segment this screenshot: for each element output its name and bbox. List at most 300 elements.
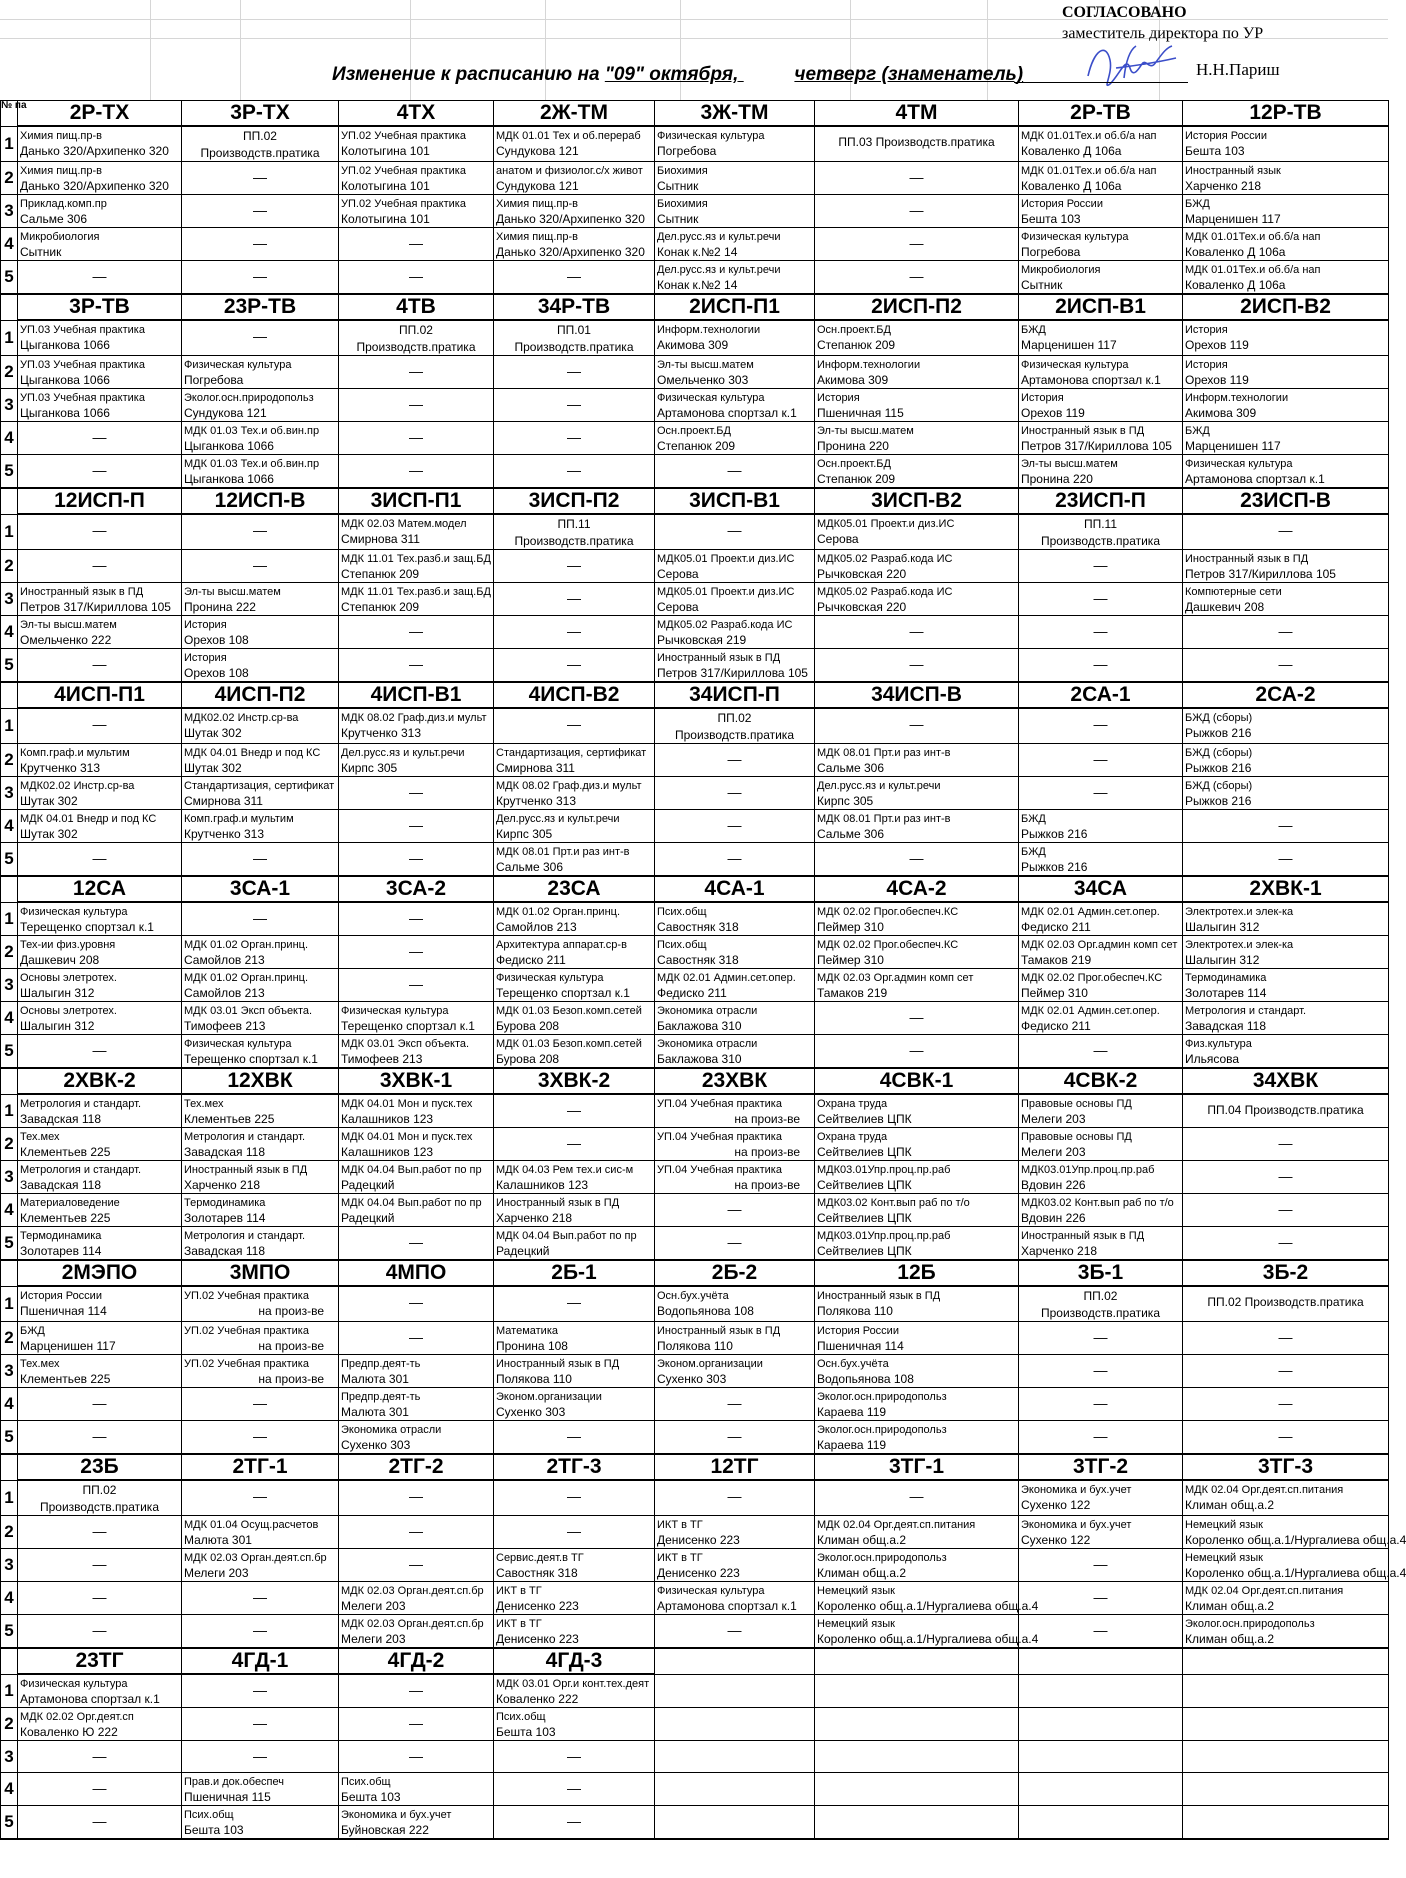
- no-lesson-dash: —: [727, 462, 742, 478]
- lesson-subject: УП.02 Учебная практика: [341, 165, 466, 177]
- lesson-teacher-room: Петров 317/Кириллова 105: [20, 600, 171, 614]
- lesson-cell: [339, 1549, 494, 1582]
- pair-number: 5: [1, 1035, 18, 1069]
- lesson-cell: [655, 1674, 815, 1708]
- lesson-teacher-room: Степанюк 209: [817, 338, 896, 352]
- group-name: 34ХВК: [1183, 1068, 1389, 1094]
- lesson-cell: [1183, 810, 1389, 843]
- lesson-teacher-room: Рычковская 219: [657, 633, 747, 647]
- lesson-teacher-room: Рыжков 216: [1021, 860, 1088, 874]
- lesson-cell: [655, 1615, 815, 1649]
- lesson-cell: [182, 389, 339, 422]
- lesson-subject: ИКТ в ТГ: [496, 1585, 542, 1597]
- lesson-cell: [339, 126, 494, 162]
- lesson-teacher-room: Степанюк 209: [817, 472, 896, 486]
- lesson-cell: [18, 1161, 182, 1194]
- lesson-cell: [182, 1227, 339, 1261]
- pair-row: [1, 1002, 1389, 1035]
- lesson-teacher-room: Буйновская 222: [341, 1823, 429, 1837]
- lesson-cell: [1183, 1516, 1406, 1549]
- lesson-teacher-room: Полякова 110: [496, 1372, 572, 1386]
- lesson-cell: [18, 708, 182, 744]
- lesson-cell: [339, 422, 494, 455]
- pair-row: [1, 195, 1389, 228]
- lesson-teacher-room: Короленко общ.а.1/Нургалиева общ.а.4: [1185, 1566, 1406, 1580]
- lesson-teacher-room: Самойлов 213: [496, 920, 577, 934]
- lesson-cell: [1183, 514, 1389, 550]
- lesson-cell: [339, 389, 494, 422]
- lesson-cell: [1183, 1741, 1389, 1773]
- lesson-teacher-room: Коваленко Ю 222: [20, 1725, 118, 1739]
- lesson-cell: [494, 162, 655, 195]
- lesson-cell: [339, 550, 494, 583]
- no-lesson-dash: —: [253, 1682, 267, 1698]
- lesson-subject: Иностранный язык: [1185, 165, 1281, 177]
- lesson-cell: [339, 1227, 494, 1261]
- lesson-teacher-room: Короленко общ.а.1/Нургалиева общ.а.4: [1185, 1533, 1406, 1547]
- lesson-subject: МДК 02.03 Орг.админ комп сет: [1021, 939, 1178, 951]
- lesson-cell: [815, 1773, 1019, 1806]
- no-lesson-dash: —: [567, 590, 581, 606]
- lesson-teacher-room: Производств.пратика: [39, 1500, 159, 1514]
- lesson-cell: [1183, 455, 1389, 489]
- lesson-cell: [494, 195, 655, 228]
- pair-row: [1, 969, 1389, 1002]
- lesson-cell: [18, 969, 182, 1002]
- lesson-teacher-room: Степанюк 209: [341, 567, 420, 581]
- lesson-cell: [494, 126, 655, 162]
- lesson-cell: [655, 1035, 815, 1069]
- lesson-teacher-room: Сундукова 121: [496, 144, 579, 158]
- lesson-teacher-room: на произ-ве: [734, 1178, 800, 1192]
- lesson-subject: Химия пищ.пр-в: [20, 165, 102, 177]
- lesson-subject: МДК 08.01 Прт.и раз инт-в: [496, 846, 630, 858]
- lesson-teacher-room: Климан общ.а.2: [817, 1566, 907, 1580]
- lesson-cell: [1019, 583, 1183, 616]
- group-header-row: [1, 682, 1389, 708]
- lesson-cell: [494, 320, 655, 356]
- lesson-teacher-room: Производств.пратика: [1040, 534, 1160, 548]
- lesson-cell: [815, 1161, 1019, 1194]
- lesson-cell: [18, 1741, 182, 1773]
- lesson-cell: [1183, 195, 1389, 228]
- lesson-cell: [1183, 969, 1389, 1002]
- lesson-subject: Комп.граф.и мультим: [184, 813, 294, 825]
- lesson-subject: Тех.мех: [20, 1358, 60, 1370]
- group-name: 2СА-2: [1183, 682, 1389, 708]
- lesson-cell: [1019, 1480, 1183, 1516]
- lesson-subject: БЖД: [1021, 846, 1046, 858]
- lesson-cell: [815, 514, 1019, 550]
- lesson-teacher-room: Завадская 118: [1185, 1019, 1266, 1033]
- pair-number-header: [1, 1260, 18, 1286]
- lesson-cell: [494, 616, 655, 649]
- lesson-teacher-room: Орехов 119: [1185, 373, 1249, 387]
- lesson-cell: [494, 902, 655, 936]
- no-lesson-dash: —: [1278, 850, 1293, 866]
- lesson-subject: УП.04 Учебная практика: [657, 1164, 782, 1176]
- pair-row: [1, 1516, 1389, 1549]
- lesson-subject: Физическая культура: [184, 1038, 292, 1050]
- lesson-subject: Экономика отрасли: [341, 1424, 442, 1436]
- lesson-teacher-room: Марценишен 117: [1021, 338, 1117, 352]
- lesson-cell: [655, 1516, 815, 1549]
- lesson-cell: [182, 320, 339, 356]
- no-lesson-dash: —: [409, 462, 423, 478]
- group-name: 2ХВК-2: [18, 1068, 182, 1094]
- no-lesson-dash: —: [567, 1748, 581, 1764]
- lesson-cell: [182, 1286, 339, 1322]
- lesson-cell: [182, 1582, 339, 1615]
- lesson-cell: [339, 969, 494, 1002]
- lesson-teacher-room: на произ-ве: [734, 1112, 800, 1126]
- lesson-cell: [1019, 1128, 1183, 1161]
- lesson-cell: [815, 455, 1019, 489]
- pair-number: 4: [1, 228, 18, 261]
- pair-number: 3: [1, 1161, 18, 1194]
- no-lesson-dash: —: [92, 1395, 107, 1411]
- lesson-cell: [182, 777, 339, 810]
- group-name: 34ИСП-В: [815, 682, 1019, 708]
- lesson-cell: [18, 649, 182, 683]
- lesson-teacher-room: Завадская 118: [184, 1145, 265, 1159]
- lesson-subject: История России: [817, 1325, 899, 1337]
- lesson-subject: Правовые основы ПД: [1021, 1131, 1132, 1143]
- no-lesson-dash: —: [1278, 1135, 1293, 1151]
- group-name: 23ХВК: [655, 1068, 815, 1094]
- lesson-cell: [494, 1773, 655, 1806]
- lesson-teacher-room: Шалыгин 312: [20, 986, 95, 1000]
- lesson-teacher-room: Рыжков 216: [1185, 761, 1252, 775]
- lesson-cell: [655, 1480, 815, 1516]
- no-lesson-dash: —: [253, 557, 267, 573]
- lesson-subject: Метрология и стандарт.: [184, 1131, 305, 1143]
- lesson-cell: [1183, 1615, 1389, 1649]
- lesson-cell: [1183, 1161, 1389, 1194]
- no-lesson-dash: —: [727, 850, 742, 866]
- lesson-teacher-room: Шалыгин 312: [1185, 953, 1260, 967]
- lesson-teacher-room: Федиско 211: [657, 986, 727, 1000]
- lesson-teacher-room: Радецкий: [341, 1178, 395, 1192]
- lesson-subject: История: [1185, 359, 1228, 371]
- lesson-subject: УП.04 Учебная практика: [657, 1131, 782, 1143]
- lesson-teacher-room: Пшеничная 115: [184, 1790, 271, 1804]
- pair-row: [1, 1388, 1389, 1421]
- no-lesson-dash: —: [409, 784, 423, 800]
- group-name: 4ИСП-В1: [339, 682, 494, 708]
- no-lesson-dash: —: [1093, 784, 1108, 800]
- group-name: 3ХВК-2: [494, 1068, 655, 1094]
- no-lesson-dash: —: [1093, 590, 1108, 606]
- lesson-cell: [815, 1615, 1039, 1649]
- group-name: 3ХВК-1: [339, 1068, 494, 1094]
- lesson-subject: Метрология и стандарт.: [184, 1230, 305, 1242]
- lesson-teacher-room: Пеймер 310: [1021, 986, 1088, 1000]
- lesson-teacher-room: Серова: [657, 600, 699, 614]
- lesson-teacher-room: Сытник: [20, 245, 62, 259]
- lesson-subject: МДК 08.02 Граф.диз.и мульт: [496, 780, 642, 792]
- no-lesson-dash: —: [1278, 656, 1293, 672]
- lesson-subject: УП.03 Учебная практика: [20, 392, 145, 404]
- lesson-cell: [494, 1421, 655, 1455]
- lesson-teacher-room: Крутченко 313: [496, 794, 576, 808]
- lesson-teacher-room: Мелеги 203: [1021, 1145, 1086, 1159]
- lesson-cell: [339, 1002, 494, 1035]
- lesson-teacher-room: Шутак 302: [20, 794, 78, 808]
- lesson-subject: УП.03 Учебная практика: [20, 324, 145, 336]
- lesson-cell: [494, 422, 655, 455]
- no-lesson-dash: —: [92, 462, 107, 478]
- lesson-cell: [1183, 1355, 1389, 1388]
- lesson-teacher-room: Сейтвелиев ЦПК: [817, 1244, 912, 1258]
- no-lesson-dash: —: [1093, 1042, 1108, 1058]
- lesson-subject: МДК 01.03 Безоп.комп.сетей: [496, 1038, 642, 1050]
- lesson-cell: [494, 649, 655, 683]
- lesson-cell: [494, 810, 655, 843]
- lesson-subject: МДК 02.03 Орган.деят.сп.бр: [341, 1618, 484, 1630]
- lesson-subject: МДК 02.04 Орг.деят.сп.питания: [817, 1519, 976, 1531]
- group-name: 3ИСП-В1: [655, 488, 815, 514]
- no-lesson-dash: —: [409, 943, 423, 959]
- lesson-cell: [494, 389, 655, 422]
- pair-row: [1, 356, 1389, 389]
- group-name: 4СА-1: [655, 876, 815, 902]
- lesson-subject: Физическая культура: [657, 130, 765, 142]
- lesson-subject: Иностранный язык в ПД: [496, 1358, 620, 1370]
- lesson-cell: [815, 162, 1019, 195]
- lesson-cell: [494, 744, 655, 777]
- lesson-teacher-room: Полякова 110: [817, 1304, 893, 1318]
- lesson-cell: [1019, 1035, 1183, 1069]
- lesson-cell: [182, 126, 339, 162]
- lesson-cell: [1019, 422, 1183, 455]
- no-lesson-dash: —: [1093, 1362, 1108, 1378]
- lesson-cell: [655, 777, 815, 810]
- group-header-row: [1, 488, 1389, 514]
- pair-row: [1, 1421, 1389, 1455]
- group-name: 3Б-1: [1019, 1260, 1183, 1286]
- lesson-teacher-room: Клементьев 225: [20, 1211, 111, 1225]
- lesson-subject: Немецкий язык: [1185, 1519, 1263, 1531]
- lesson-subject: МДК 01.04 Осущ.расчетов: [184, 1519, 319, 1531]
- lesson-subject: МДК02.02 Инстр.ср-ва: [20, 780, 135, 792]
- lesson-cell: [1019, 616, 1183, 649]
- lesson-cell: [182, 1035, 339, 1069]
- approval-heading: СОГЛАСОВАНО: [1062, 4, 1187, 21]
- lesson-subject: Иностранный язык в ПД: [657, 652, 781, 664]
- lesson-cell: [494, 1322, 655, 1355]
- pair-row: [1, 936, 1389, 969]
- group-name: 2ХВК-1: [1183, 876, 1389, 902]
- lesson-cell: [815, 1806, 1019, 1840]
- lesson-cell: [815, 261, 1019, 295]
- lesson-cell: [1019, 126, 1183, 162]
- lesson-subject: МДК03.02 Конт.вып раб по т/о: [817, 1197, 970, 1209]
- lesson-subject: ПП.04 Производств.пратика: [1207, 1103, 1364, 1117]
- lesson-teacher-room: Клементьев 225: [20, 1372, 111, 1386]
- group-header-row: [1, 1648, 1389, 1674]
- lesson-subject: Эколог.осн.природопольз: [1185, 1618, 1315, 1630]
- no-lesson-dash: —: [1278, 1201, 1293, 1217]
- lesson-subject: Эконом.организации: [496, 1391, 602, 1403]
- group-name: [815, 1648, 1019, 1674]
- lesson-cell: [815, 1708, 1019, 1741]
- lesson-cell: [18, 1516, 182, 1549]
- group-name: 23Б: [18, 1454, 182, 1480]
- lesson-subject: Иностранный язык в ПД: [657, 1325, 781, 1337]
- pair-row: [1, 1480, 1389, 1516]
- pair-number: 1: [1, 514, 18, 550]
- pair-number: 3: [1, 777, 18, 810]
- lesson-cell: [1183, 616, 1389, 649]
- no-lesson-dash: —: [92, 1589, 107, 1605]
- lesson-cell: [182, 583, 339, 616]
- lesson-cell: [1019, 195, 1183, 228]
- lesson-subject: МДК 03.01 Орг.и конт.тех.деят: [496, 1678, 650, 1690]
- no-lesson-dash: —: [727, 817, 742, 833]
- lesson-subject: Информ.технологии: [1185, 392, 1289, 404]
- lesson-cell: [815, 777, 1019, 810]
- lesson-cell: [1019, 228, 1183, 261]
- lesson-subject: ПП.02: [1083, 1289, 1118, 1303]
- pair-row: [1, 422, 1389, 455]
- no-lesson-dash: —: [409, 1329, 423, 1345]
- lesson-teacher-room: Терещенко спортзал к.1: [341, 1019, 475, 1033]
- pair-number: 5: [1, 455, 18, 489]
- lesson-teacher-room: Сухенко 303: [496, 1405, 566, 1419]
- lesson-cell: [494, 1161, 655, 1194]
- lesson-cell: [815, 1322, 1019, 1355]
- lesson-cell: [655, 320, 815, 356]
- lesson-cell: [1183, 583, 1389, 616]
- lesson-cell: [339, 320, 494, 356]
- no-lesson-dash: —: [909, 169, 924, 185]
- lesson-teacher-room: Бешта 103: [496, 1725, 556, 1739]
- lesson-teacher-room: Конак к.№2 14: [657, 245, 738, 259]
- lesson-subject: Биохимия: [657, 198, 708, 210]
- no-lesson-dash: —: [409, 623, 423, 639]
- lesson-cell: [182, 195, 339, 228]
- lesson-subject: Иностранный язык в ПД: [1021, 1230, 1145, 1242]
- lesson-subject: Физическая культура: [657, 392, 765, 404]
- lesson-subject: Микробиология: [20, 231, 100, 243]
- lesson-subject: МДК 03.01 Эксп объекта.: [184, 1005, 313, 1017]
- pair-number: 3: [1, 1549, 18, 1582]
- no-lesson-dash: —: [567, 656, 581, 672]
- pair-row: [1, 1806, 1389, 1840]
- lesson-teacher-room: Рыжков 216: [1185, 794, 1252, 808]
- lesson-subject: МДК03.01Упр.проц.пр.раб: [817, 1164, 951, 1176]
- lesson-teacher-room: Сейтвелиев ЦПК: [817, 1112, 912, 1126]
- lesson-cell: [182, 936, 339, 969]
- lesson-subject: Экономика и бух.учет: [1021, 1519, 1132, 1531]
- lesson-cell: [339, 1194, 494, 1227]
- lesson-subject: Дел.русс.яз и культ.речи: [817, 780, 941, 792]
- lesson-subject: МДК 01.01Тех.и об.б/а нап: [1021, 130, 1157, 142]
- lesson-subject: Эл-ты высш.матем: [657, 359, 754, 371]
- pair-number: 4: [1, 1002, 18, 1035]
- pair-row: [1, 744, 1389, 777]
- lesson-cell: [1183, 389, 1389, 422]
- pair-row: [1, 1615, 1389, 1649]
- lesson-subject: Тех.мех: [20, 1131, 60, 1143]
- lesson-cell: [339, 1421, 494, 1455]
- pair-number: 1: [1, 902, 18, 936]
- lesson-cell: [182, 649, 339, 683]
- no-lesson-dash: —: [253, 1622, 267, 1638]
- lesson-teacher-room: Артамонова спортзал к.1: [1021, 373, 1161, 387]
- lesson-teacher-room: Харченко 218: [1021, 1244, 1098, 1258]
- lesson-cell: [339, 1161, 494, 1194]
- no-lesson-dash: —: [567, 1488, 581, 1504]
- group-name: 3СА-1: [182, 876, 339, 902]
- lesson-cell: [494, 1286, 655, 1322]
- lesson-teacher-room: Золотарев 114: [20, 1244, 102, 1258]
- lesson-cell: [1019, 1806, 1183, 1840]
- pair-row: [1, 649, 1389, 683]
- lesson-subject: Электротех.и элек-ка: [1185, 939, 1294, 951]
- pair-number: 3: [1, 1741, 18, 1773]
- lesson-cell: [494, 1516, 655, 1549]
- lesson-subject: История: [817, 392, 860, 404]
- lesson-subject: МДК05.02 Разраб.кода ИС: [657, 619, 793, 631]
- pair-row: [1, 1322, 1389, 1355]
- lesson-cell: [339, 195, 494, 228]
- lesson-subject: МДК 04.01 Внедр и под КС: [20, 813, 157, 825]
- lesson-subject: БЖД (сборы): [1185, 747, 1253, 759]
- lesson-teacher-room: Бешта 103: [184, 1823, 244, 1837]
- lesson-cell: [1019, 1227, 1183, 1261]
- lesson-teacher-room: Данько 320/Архипенко 320: [496, 212, 645, 226]
- lesson-cell: [655, 1002, 815, 1035]
- lesson-subject: МДК 04.01 Мон и пуск.тех: [341, 1098, 473, 1110]
- lesson-cell: [1183, 1227, 1389, 1261]
- no-lesson-dash: —: [409, 1523, 423, 1539]
- lesson-teacher-room: Малюта 301: [184, 1533, 252, 1547]
- no-lesson-dash: —: [909, 1488, 924, 1504]
- lesson-cell: [1019, 1322, 1183, 1355]
- lesson-cell: [339, 744, 494, 777]
- lesson-subject: МДК 02.01 Админ.сет.опер.: [657, 972, 796, 984]
- no-lesson-dash: —: [409, 396, 423, 412]
- lesson-cell: [18, 1674, 182, 1708]
- lesson-cell: [815, 1480, 1019, 1516]
- pair-number: 1: [1, 320, 18, 356]
- lesson-cell: [1019, 708, 1183, 744]
- lesson-cell: [1183, 1674, 1389, 1708]
- lesson-cell: [339, 1286, 494, 1322]
- group-name: 12Б: [815, 1260, 1019, 1286]
- pair-number: 2: [1, 162, 18, 195]
- group-header-row: [1, 876, 1389, 902]
- lesson-teacher-room: Завадская 118: [20, 1178, 101, 1192]
- lesson-cell: [655, 843, 815, 877]
- lesson-subject: Эколог.осн.природопольз: [817, 1424, 947, 1436]
- lesson-cell: [1183, 1002, 1389, 1035]
- group-name: 3СА-2: [339, 876, 494, 902]
- pair-number-header: [1, 876, 18, 902]
- lesson-subject: Физическая культура: [1185, 458, 1293, 470]
- no-lesson-dash: —: [567, 429, 581, 445]
- pair-row: [1, 162, 1389, 195]
- pair-number-header: [1, 1648, 18, 1674]
- lesson-cell: [339, 1708, 494, 1741]
- lesson-cell: [18, 777, 182, 810]
- lesson-teacher-room: Денисенко 223: [657, 1566, 740, 1580]
- lesson-cell: [1019, 455, 1183, 489]
- lesson-teacher-room: Сытник: [1021, 278, 1063, 292]
- lesson-teacher-room: Петров 317/Кириллова 105: [1185, 567, 1336, 581]
